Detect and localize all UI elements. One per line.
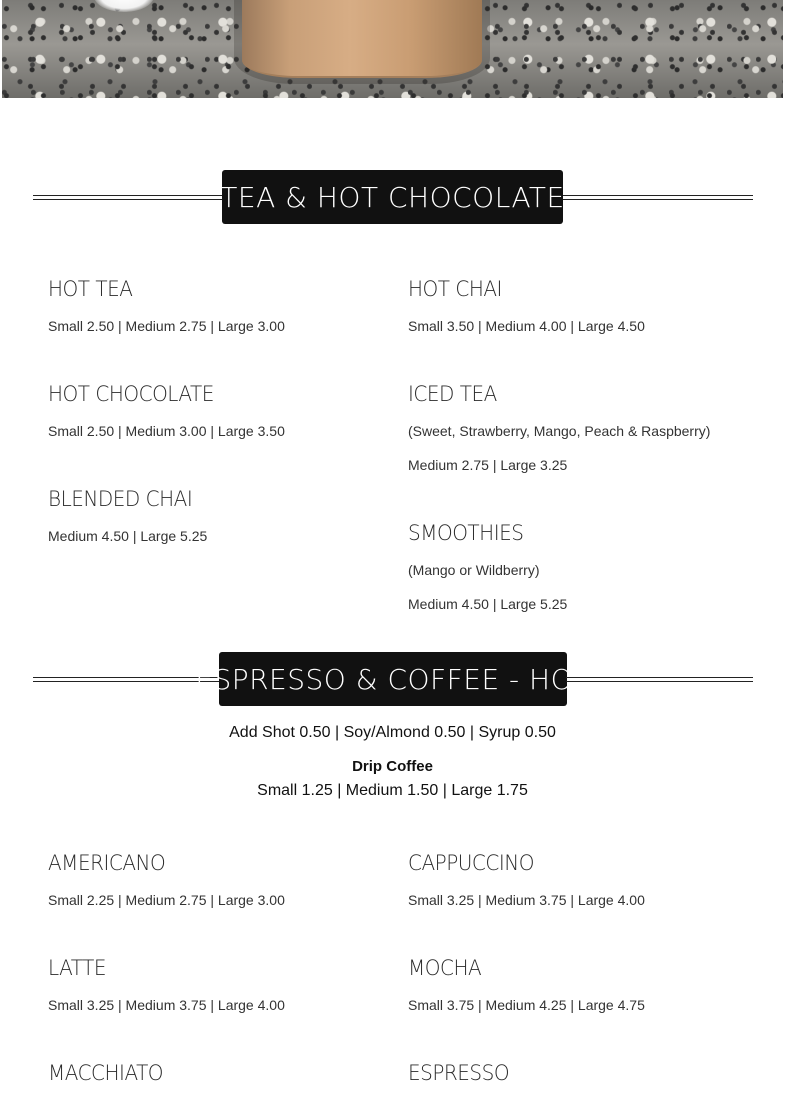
addons-line: Add Shot 0.50 | Soy/Almond 0.50 | Syrup 0.50 xyxy=(229,724,556,741)
item-name-macchiato: MACCHIATO xyxy=(48,1060,164,1086)
item-name-americano: AMERICANO xyxy=(48,850,166,876)
section-title-espresso: ESPRESSO & COFFEE - HOT xyxy=(219,652,567,706)
item-name-hot-tea: HOT TEA xyxy=(48,276,133,302)
item-name-hot-chai: HOT CHAI xyxy=(408,276,502,302)
item-name-latte: LATTE xyxy=(48,955,106,981)
drip-coffee-title: Drip Coffee xyxy=(352,758,433,775)
item-prices-blended-chai: Medium 4.50 | Large 5.25 xyxy=(48,528,208,544)
item-prices-cappuccino: Small 3.25 | Medium 3.75 | Large 4.00 xyxy=(408,892,645,908)
item-prices-hot-chai: Small 3.50 | Medium 4.00 | Large 4.50 xyxy=(408,318,645,334)
glass-highlight xyxy=(94,0,154,12)
section-header-espresso xyxy=(33,652,753,706)
item-prices-hot-chocolate: Small 2.50 | Medium 3.00 | Large 3.50 xyxy=(48,423,285,439)
hero-photo xyxy=(2,0,783,98)
header-rule-right xyxy=(566,677,753,682)
item-name-smoothies: SMOOTHIES xyxy=(408,520,524,546)
item-name-blended-chai: BLENDED CHAI xyxy=(48,486,193,512)
item-name-iced-tea: ICED TEA xyxy=(408,381,497,407)
header-rule-left xyxy=(33,677,220,682)
item-name-mocha: MOCHA xyxy=(408,955,482,981)
item-prices-americano: Small 2.25 | Medium 2.75 | Large 3.00 xyxy=(48,892,285,908)
header-rule-left xyxy=(33,195,223,200)
drip-coffee-prices: Small 1.25 | Medium 1.50 | Large 1.75 xyxy=(257,782,528,799)
coffee-cup-image xyxy=(242,0,482,78)
item-note-smoothies: (Mango or Wildberry) xyxy=(408,562,540,578)
header-rule-right xyxy=(563,195,753,200)
item-prices-iced-tea: Medium 2.75 | Large 3.25 xyxy=(408,457,568,473)
section-title-tea: TEA & HOT CHOCOLATE xyxy=(222,170,563,224)
item-prices-smoothies: Medium 4.50 | Large 5.25 xyxy=(408,596,568,612)
item-name-hot-chocolate: HOT CHOCOLATE xyxy=(48,381,214,407)
item-prices-latte: Small 3.25 | Medium 3.75 | Large 4.00 xyxy=(48,997,285,1013)
item-name-cappuccino: CAPPUCCINO xyxy=(408,850,534,876)
item-note-iced-tea: (Sweet, Strawberry, Mango, Peach & Raspberry) xyxy=(408,423,711,439)
item-prices-mocha: Small 3.75 | Medium 4.25 | Large 4.75 xyxy=(408,997,645,1013)
section-header-tea xyxy=(33,170,753,224)
item-prices-hot-tea: Small 2.50 | Medium 2.75 | Large 3.00 xyxy=(48,318,285,334)
item-name-espresso: ESPRESSO xyxy=(408,1060,510,1086)
